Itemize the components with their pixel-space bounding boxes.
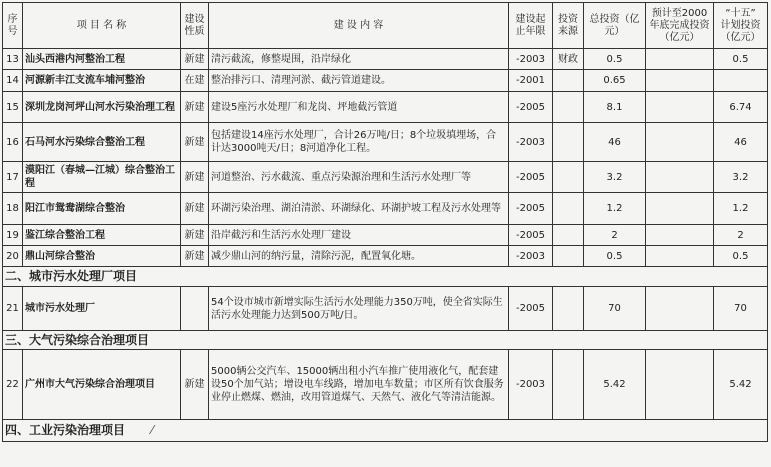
- cell-seq: 17: [3, 162, 23, 193]
- table-row: [3, 70, 768, 92]
- cell-total: 5.42: [584, 350, 646, 420]
- cell-name: 鼎山河综合整治: [23, 246, 181, 267]
- cell-name: 广州市大气污染综合治理项目: [23, 350, 181, 420]
- cell-plan: 70: [714, 287, 768, 331]
- cell-period: -2005: [509, 225, 553, 246]
- cell-source: [553, 287, 584, 331]
- table-row: [3, 246, 768, 267]
- cell-period: -2001: [509, 70, 553, 92]
- cell-plan: 5.42: [714, 350, 768, 420]
- cell-name: 城市污水处理厂: [23, 287, 181, 331]
- cell-source: [553, 193, 584, 225]
- cell-plan: 3.2: [714, 162, 768, 193]
- cell-seq: 16: [3, 123, 23, 162]
- header-total: 总投资（亿元）: [584, 3, 646, 49]
- header-row: [3, 3, 768, 49]
- cell-source: [553, 246, 584, 267]
- cell-seq: 15: [3, 92, 23, 123]
- cell-name: 汕头西港内河整治工程: [23, 49, 181, 70]
- cell-content: 清污截流，修整堤围，沿岸绿化: [209, 49, 509, 70]
- cell-total: 3.2: [584, 162, 646, 193]
- cell-plan: 6.74: [714, 92, 768, 123]
- cell-plan: 46: [714, 123, 768, 162]
- cell-total: 0.5: [584, 49, 646, 70]
- header-period: 建设起止年限: [509, 3, 553, 49]
- stray-mark: ⁄: [151, 423, 154, 437]
- cell-done: [646, 70, 714, 92]
- cell-total: 46: [584, 123, 646, 162]
- cell-content: 减少鼎山河的纳污量，清除污泥，配置氧化塘。: [209, 246, 509, 267]
- cell-done: [646, 287, 714, 331]
- cell-period: -2003: [509, 123, 553, 162]
- section-title-air-pollution: 三、大气污染综合治理项目: [3, 331, 768, 350]
- cell-seq: 20: [3, 246, 23, 267]
- table-row: [3, 123, 768, 162]
- cell-plan: 2: [714, 225, 768, 246]
- cell-content: 54个设市城市新增实际生活污水处理能力350万吨，使全省实际生活污水处理能力达到500万吨/日。: [209, 287, 509, 331]
- cell-plan: 0.5: [714, 49, 768, 70]
- header-plan: [714, 3, 768, 49]
- table-row: [3, 193, 768, 225]
- table-row: [3, 49, 768, 70]
- cell-plan: 1.2: [714, 193, 768, 225]
- cell-done: [646, 246, 714, 267]
- cell-source: 财政: [553, 49, 584, 70]
- header-done: 预计至2000年底完成投资（亿元）: [646, 3, 714, 49]
- header-seq: 序号: [3, 3, 23, 49]
- cell-content: 建设5座污水处理厂和龙岗、坪地截污管道: [209, 92, 509, 123]
- section-title-industrial: [3, 420, 768, 442]
- cell-total: 0.5: [584, 246, 646, 267]
- cell-done: [646, 193, 714, 225]
- cell-plan: 0.5: [714, 246, 768, 267]
- cell-name: 石马河水污染综合整治工程: [23, 123, 181, 162]
- cell-done: [646, 92, 714, 123]
- cell-seq: 18: [3, 193, 23, 225]
- cell-seq: 22: [3, 350, 23, 420]
- header-source: 投资来源: [553, 3, 584, 49]
- cell-period: -2005: [509, 92, 553, 123]
- cell-nature: 新建: [181, 123, 209, 162]
- cell-nature: 新建: [181, 49, 209, 70]
- cell-total: 1.2: [584, 193, 646, 225]
- header-nature: 建设性质: [181, 3, 209, 49]
- cell-total: 8.1: [584, 92, 646, 123]
- cell-period: -2005: [509, 287, 553, 331]
- cell-done: [646, 162, 714, 193]
- cell-source: [553, 225, 584, 246]
- cell-done: [646, 123, 714, 162]
- table-row: [3, 225, 768, 246]
- cell-name: 鉴江综合整治工程: [23, 225, 181, 246]
- cell-source: [553, 92, 584, 123]
- header-plan-line2: 计划投资（亿元）: [720, 19, 761, 43]
- cell-source: [553, 70, 584, 92]
- cell-plan: [714, 70, 768, 92]
- cell-period: -2003: [509, 350, 553, 420]
- cell-seq: 13: [3, 49, 23, 70]
- header-name: 项 目 名 称: [23, 3, 181, 49]
- cell-done: [646, 350, 714, 420]
- cell-done: [646, 225, 714, 246]
- cell-content: 河道整治、污水截流、重点污染源治理和生活污水处理厂等: [209, 162, 509, 193]
- cell-seq: 19: [3, 225, 23, 246]
- cell-nature: 新建: [181, 246, 209, 267]
- cell-nature: 新建: [181, 193, 209, 225]
- header-content: 建 设 内 容: [209, 3, 509, 49]
- cell-source: [553, 162, 584, 193]
- cell-period: -2003: [509, 49, 553, 70]
- cell-name: 河源新丰江支流车埔河整治: [23, 70, 181, 92]
- cell-nature: 新建: [181, 225, 209, 246]
- section-row: [3, 420, 768, 442]
- section-row: [3, 267, 768, 287]
- cell-total: 70: [584, 287, 646, 331]
- investment-table: [2, 2, 768, 442]
- table-row: [3, 287, 768, 331]
- cell-source: [553, 350, 584, 420]
- cell-source: [553, 123, 584, 162]
- section-4-title: 四、工业污染治理项目: [5, 423, 126, 437]
- cell-nature: 新建: [181, 350, 209, 420]
- cell-period: -2005: [509, 193, 553, 225]
- cell-nature: 在建: [181, 70, 209, 92]
- cell-nature: 新建: [181, 92, 209, 123]
- cell-nature: 新建: [181, 162, 209, 193]
- cell-period: -2003: [509, 246, 553, 267]
- cell-total: 0.65: [584, 70, 646, 92]
- table-row: [3, 162, 768, 193]
- table-row: [3, 350, 768, 420]
- cell-content: 包括建设14座污水处理厂，合计26万吨/日；8个垃圾填埋场，合计达3000吨天/日；8河道净化工程。: [209, 123, 509, 162]
- table-row: [3, 92, 768, 123]
- cell-seq: 14: [3, 70, 23, 92]
- cell-nature: [181, 287, 209, 331]
- section-title-sewage-plants: 二、城市污水处理厂项目: [3, 267, 768, 287]
- cell-content: 沿岸截污和生活污水处理厂建设: [209, 225, 509, 246]
- cell-name: 深圳龙岗河坪山河水污染治理工程: [23, 92, 181, 123]
- cell-period: -2005: [509, 162, 553, 193]
- header-plan-line1: “十五”: [725, 7, 756, 19]
- cell-name: 阳江市鸳鸯湖综合整治: [23, 193, 181, 225]
- cell-content: 整治排污口、清理河淤、截污管道建设。: [209, 70, 509, 92]
- cell-content: 5000辆公交汽车、15000辆出租小汽车推广使用液化气，配套建设50个加气站；增设电车线路，增加电车数量；市区所有饮食服务业停止燃煤、燃油，改用管道煤气、天然气、液化气等清洁能源。: [209, 350, 509, 420]
- cell-content: 环湖污染治理、湖泊清淤、环湖绿化、环湖护坡工程及污水处理等: [209, 193, 509, 225]
- cell-total: 2: [584, 225, 646, 246]
- cell-done: [646, 49, 714, 70]
- cell-seq: 21: [3, 287, 23, 331]
- cell-name: 漠阳江（春城—江城）综合整治工程: [23, 162, 181, 193]
- section-row: [3, 331, 768, 350]
